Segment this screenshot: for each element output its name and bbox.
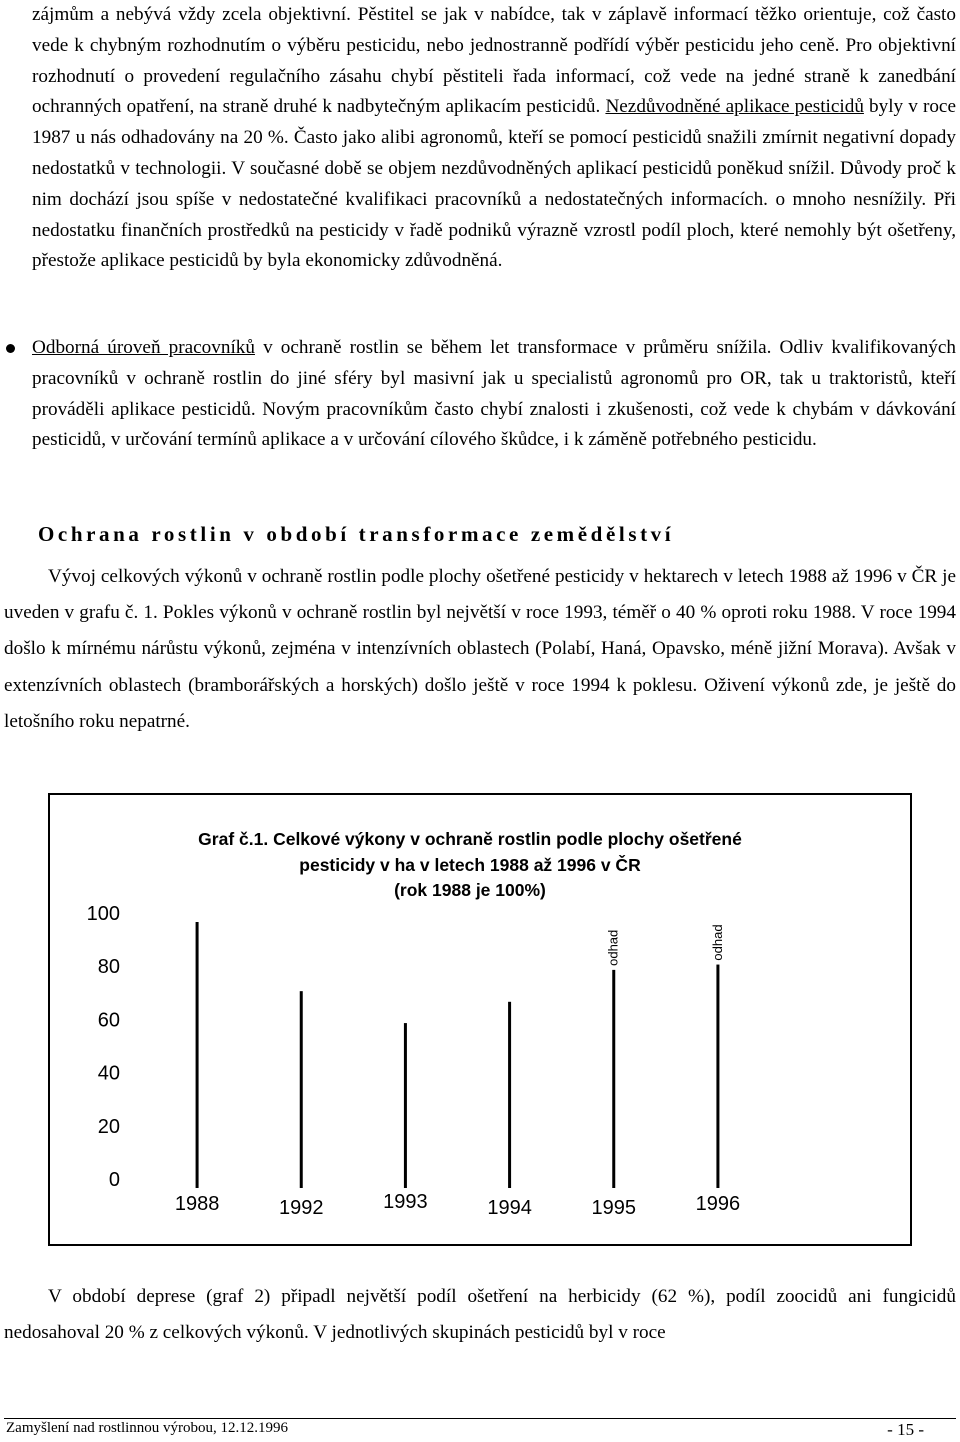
section-heading: Ochrana rostlin v období transformace zemědělství (38, 522, 675, 546)
y-tick-label: 0 (108, 1169, 120, 1191)
bar-annotation: odhad (709, 924, 725, 961)
y-tick-label: 20 (97, 1115, 120, 1138)
x-tick-label: 1988 (174, 1193, 220, 1215)
x-tick-label: 1995 (591, 1197, 636, 1219)
bar (716, 965, 719, 1188)
bar (196, 922, 199, 1188)
bar (612, 970, 615, 1188)
chart-title-line-3: (rok 1988 je 100%) (394, 880, 546, 900)
x-tick-label: 1993 (383, 1191, 428, 1213)
bar-chart (50, 795, 910, 1244)
bottom-paragraph: V období deprese (graf 2) připadl největší podíl ošetření na herbicidy (62 %), podíl zoocidů ani fungicidů nedosahoval 20 % z celkových výkonů. V jednotlivých skupinách pesticidů byl v roce (4, 1286, 956, 1344)
chart-title-line-1: Graf č.1. Celkové výkony v ochraně rostlin podle plochy ošetřené (198, 829, 742, 849)
x-tick-label: 1996 (695, 1193, 741, 1215)
y-tick-label: 100 (86, 903, 120, 925)
section-paragraph: Vývoj celkových výkonů v ochraně rostlin podle plochy ošetřené pesticidy v hektarech v letech 1988 až 1996 v ČR je uveden v grafu č. 1. Pokles výkonů v ochraně rostlin byl největší v roce 1993, téměř o 40 % oproti roku 1988. V roce 1994 došlo k mírnému nárůstu výkonů, zejména v intenzívních oblastech (Polabí, Haná, Opavsko, méně jižní Morava). Avšak v extenzívních oblastech (bramborářských a horských) došlo ještě v roce 1994 k poklesu. Oživení výkonů zde, je ještě do letošního roku nepatrné. (4, 566, 956, 732)
y-tick-label: 40 (97, 1062, 120, 1085)
footer-rule (4, 1418, 956, 1419)
footer-title: Zamyšlení nad rostlinnou výrobou, 12.12.1996 (6, 1420, 289, 1436)
chart-title-line-2: pesticidy v ha v letech 1988 až 1996 v ČR (299, 854, 641, 875)
bar (508, 1002, 511, 1188)
x-tick-label: 1994 (487, 1197, 532, 1219)
bullet-paragraph (32, 333, 956, 456)
chart-frame (48, 793, 912, 1246)
bar (404, 1023, 407, 1188)
y-tick-label: 80 (97, 956, 120, 979)
bar (300, 991, 303, 1188)
intro-underlined-phrase: Nezdůvodněné aplikace pesticidů (605, 96, 864, 118)
page-number: - 15 - (887, 1420, 924, 1439)
y-tick-label: 60 (97, 1009, 120, 1032)
bullet-text: v ochraně rostlin se během let transformace v průměru snížila. Odliv kvalifikovaných pracovníků v ochraně rostlin do jiné sféry byl masivní jak u specialistů agronomů pro OR, tak u traktoristů, kteří prováděli aplikace pesticidů. Novým pracovníkům často chybí znalosti i zkušenosti, což vede k chybám v dávkování pesticidů, v určování termínů aplikace a v určování cílového škůdce, i k záměně potřebného pesticidu. (32, 337, 957, 451)
bullet-underlined-phrase: Odborná úroveň pracovníků (32, 337, 255, 358)
intro-text-1: zájmům a nebývá vždy zcela objektivní. Pěstitel se jak v nabídce, tak v záplavě informací těžko orientuje, což často vede k chybným rozhodnutím o výběru pesticidu, nebo jednostranně podřídí výběr pesticidu jeho ceně. Pro objektivní rozhodnutí o provedení regulačního zásahu chybí pěstiteli řada informací, což vede na jedné straně k zanedbání ochranných opatření, na straně druhé k nadbytečným aplikacím pesticidů. (32, 4, 956, 118)
intro-paragraph (32, 0, 956, 277)
intro-text-2: byly v roce 1987 u nás odhadovány na 20 %. Často jako alibi agronomů, kteří se pomocí pesticidů snažili zmírnit negativní dopady nedostatků v technologii. V současné době se objem nezdůvodněných aplikací pesticidů poněkud snížil. Důvody proč k nim dochází jsou spíše v nedostatečné kvalifikaci pracovníků a nedostatečných informacích. o mnoho nesnížily. Při nedostatku finančních prostředků na pesticidy v řadě podniků výrazně vzrostl podíl ploch, které nemohly být ošetřeny, přestože aplikace pesticidů by byla ekonomicky zdůvodněná. (32, 96, 956, 272)
bar-annotation: odhad (605, 929, 621, 966)
x-tick-label: 1992 (279, 1197, 324, 1219)
bullet-marker (6, 344, 15, 353)
